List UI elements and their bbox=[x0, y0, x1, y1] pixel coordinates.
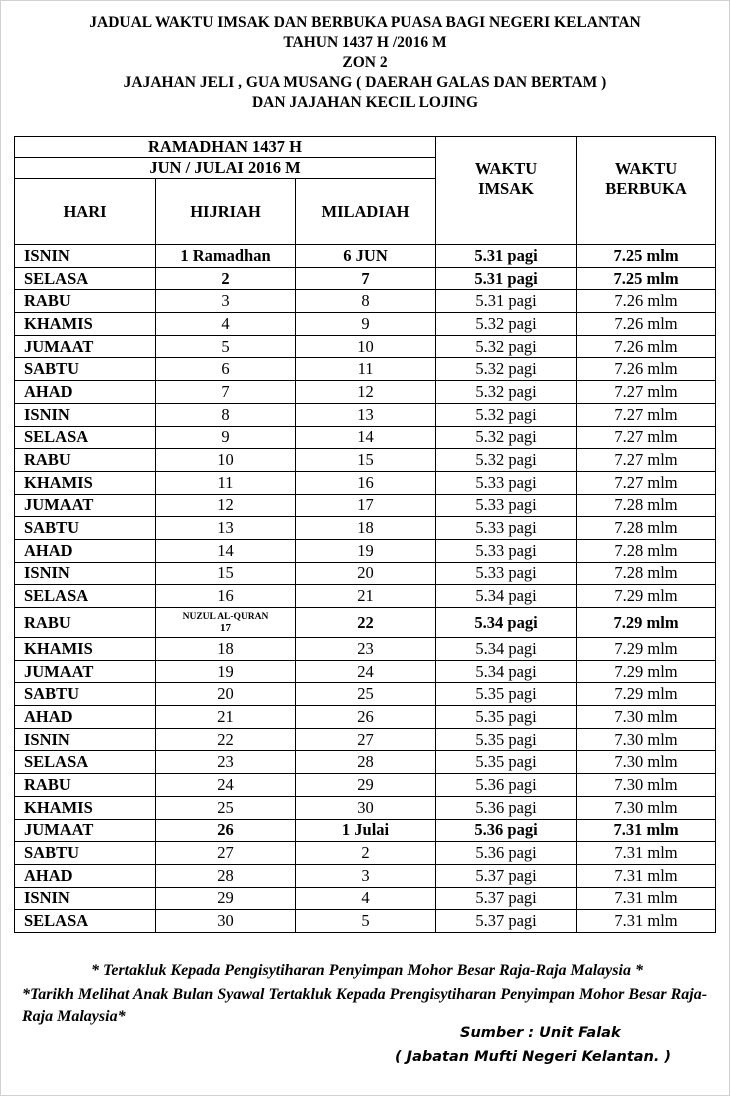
hari-cell: SELASA bbox=[15, 426, 156, 449]
imsak-header-text: WAKTU IMSAK bbox=[474, 159, 538, 198]
imsak-cell: 5.35 pagi bbox=[436, 683, 577, 706]
hari-cell: JUMAAT bbox=[15, 335, 156, 358]
table-row bbox=[15, 539, 716, 562]
miladiah-cell: 1 Julai bbox=[296, 819, 436, 842]
hari-cell: ISNIN bbox=[15, 403, 156, 426]
nuzul-label: NUZUL AL-QURAN bbox=[182, 611, 269, 622]
hijriah-cell: 16 bbox=[156, 585, 296, 608]
imsak-cell: 5.33 pagi bbox=[436, 562, 577, 585]
hari-cell: AHAD bbox=[15, 864, 156, 887]
hijriah-cell: 22 bbox=[156, 728, 296, 751]
miladiah-cell: 5 bbox=[296, 910, 436, 933]
hijriah-cell: 27 bbox=[156, 842, 296, 865]
miladiah-cell: 27 bbox=[296, 728, 436, 751]
note-1: * Tertakluk Kepada Pengisytiharan Penyimpan Mohor Besar Raja-Raja Malaysia * bbox=[91, 962, 643, 979]
imsak-cell: 5.36 pagi bbox=[436, 842, 577, 865]
imsak-cell: 5.35 pagi bbox=[436, 706, 577, 729]
berbuka-cell: 7.26 mlm bbox=[577, 313, 716, 336]
hari-cell: RABU bbox=[15, 608, 156, 638]
imsak-cell: 5.32 pagi bbox=[436, 381, 577, 404]
table-row bbox=[15, 819, 716, 842]
hari-cell: JUMAAT bbox=[15, 660, 156, 683]
imsak-cell: 5.36 pagi bbox=[436, 774, 577, 797]
imsak-cell: 5.33 pagi bbox=[436, 471, 577, 494]
imsak-cell: 5.36 pagi bbox=[436, 796, 577, 819]
hijriah-cell: 9 bbox=[156, 426, 296, 449]
berbuka-cell: 7.29 mlm bbox=[577, 660, 716, 683]
imsak-cell: 5.32 pagi bbox=[436, 313, 577, 336]
table-row bbox=[15, 267, 716, 290]
hari-cell: ISNIN bbox=[15, 562, 156, 585]
berbuka-column-header bbox=[577, 137, 716, 245]
miladiah-cell: 14 bbox=[296, 426, 436, 449]
hari-cell: SELASA bbox=[15, 267, 156, 290]
berbuka-cell: 7.30 mlm bbox=[577, 774, 716, 797]
hijriah-cell: 23 bbox=[156, 751, 296, 774]
hijriah-cell: 30 bbox=[156, 910, 296, 933]
table-row bbox=[15, 290, 716, 313]
hari-cell: AHAD bbox=[15, 706, 156, 729]
hari-cell: KHAMIS bbox=[15, 796, 156, 819]
hijriah-cell: 3 bbox=[156, 290, 296, 313]
source-label: Sumber : Unit Falak bbox=[460, 1025, 621, 1041]
imsak-cell: 5.33 pagi bbox=[436, 517, 577, 540]
imsak-cell: 5.34 pagi bbox=[436, 608, 577, 638]
hijriah-cell: 21 bbox=[156, 706, 296, 729]
table-row bbox=[15, 706, 716, 729]
document-header bbox=[0, 12, 730, 112]
berbuka-cell: 7.29 mlm bbox=[577, 608, 716, 638]
miladiah-cell: 17 bbox=[296, 494, 436, 517]
berbuka-cell: 7.28 mlm bbox=[577, 562, 716, 585]
month-gregorian-header: JUN / JULAI 2016 M bbox=[15, 158, 436, 179]
hijriah-cell: 1 Ramadhan bbox=[156, 245, 296, 268]
hari-cell: SABTU bbox=[15, 842, 156, 865]
table-row bbox=[15, 517, 716, 540]
hijriah-cell: 6 bbox=[156, 358, 296, 381]
imsak-cell: 5.32 pagi bbox=[436, 403, 577, 426]
miladiah-cell: 3 bbox=[296, 864, 436, 887]
miladiah-cell: 13 bbox=[296, 403, 436, 426]
table-row bbox=[15, 562, 716, 585]
hijriah-cell: 18 bbox=[156, 638, 296, 661]
berbuka-cell: 7.26 mlm bbox=[577, 358, 716, 381]
imsak-cell: 5.34 pagi bbox=[436, 585, 577, 608]
imsak-cell: 5.37 pagi bbox=[436, 864, 577, 887]
table-row bbox=[15, 403, 716, 426]
berbuka-cell: 7.27 mlm bbox=[577, 471, 716, 494]
hijriah-value: 17 bbox=[220, 621, 231, 634]
table-row bbox=[15, 335, 716, 358]
berbuka-cell: 7.28 mlm bbox=[577, 539, 716, 562]
table-row bbox=[15, 910, 716, 933]
hari-cell: SELASA bbox=[15, 910, 156, 933]
miladiah-cell: 7 bbox=[296, 267, 436, 290]
miladiah-cell: 10 bbox=[296, 335, 436, 358]
hari-cell: SABTU bbox=[15, 358, 156, 381]
hari-cell: SELASA bbox=[15, 751, 156, 774]
note-2: *Tarikh Melihat Anak Bulan Syawal Tertakluk Kepada Prengisytiharan Penyimpan Mohor Besar Raja-Raja Malaysia* bbox=[22, 986, 708, 1025]
hari-cell: RABU bbox=[15, 449, 156, 472]
header-line-4: JAJAHAN JELI , GUA MUSANG ( DAERAH GALAS DAN BERTAM ) bbox=[123, 74, 607, 91]
hari-cell: AHAD bbox=[15, 539, 156, 562]
notes bbox=[22, 960, 712, 1028]
table-row bbox=[15, 660, 716, 683]
berbuka-cell: 7.27 mlm bbox=[577, 403, 716, 426]
table-row bbox=[15, 245, 716, 268]
table-row bbox=[15, 842, 716, 865]
imsak-cell: 5.34 pagi bbox=[436, 660, 577, 683]
berbuka-cell: 7.27 mlm bbox=[577, 449, 716, 472]
berbuka-cell: 7.29 mlm bbox=[577, 585, 716, 608]
hari-cell: RABU bbox=[15, 290, 156, 313]
imsak-cell: 5.34 pagi bbox=[436, 638, 577, 661]
hijriah-cell: 29 bbox=[156, 887, 296, 910]
table-row bbox=[15, 608, 716, 638]
hijriah-cell: 24 bbox=[156, 774, 296, 797]
table-row bbox=[15, 728, 716, 751]
table-row bbox=[15, 638, 716, 661]
table-row bbox=[15, 494, 716, 517]
hari-cell: KHAMIS bbox=[15, 313, 156, 336]
berbuka-cell: 7.31 mlm bbox=[577, 819, 716, 842]
imsak-cell: 5.31 pagi bbox=[436, 245, 577, 268]
hari-cell: JUMAAT bbox=[15, 494, 156, 517]
imsak-cell: 5.33 pagi bbox=[436, 539, 577, 562]
hijriah-cell: 8 bbox=[156, 403, 296, 426]
imsak-column-header bbox=[436, 137, 577, 245]
header-line-1: JADUAL WAKTU IMSAK DAN BERBUKA PUASA BAGI NEGERI KELANTAN bbox=[89, 14, 641, 31]
hijriah-cell: 11 bbox=[156, 471, 296, 494]
berbuka-cell: 7.25 mlm bbox=[577, 267, 716, 290]
imsak-cell: 5.35 pagi bbox=[436, 751, 577, 774]
source-organization: ( Jabatan Mufti Negeri Kelantan. ) bbox=[395, 1049, 672, 1065]
berbuka-cell: 7.30 mlm bbox=[577, 706, 716, 729]
hari-column-header: HARI bbox=[15, 179, 156, 245]
hari-cell: RABU bbox=[15, 774, 156, 797]
berbuka-cell: 7.31 mlm bbox=[577, 864, 716, 887]
header-line-3: ZON 2 bbox=[342, 54, 388, 71]
table-row bbox=[15, 683, 716, 706]
miladiah-cell: 24 bbox=[296, 660, 436, 683]
hari-cell: AHAD bbox=[15, 381, 156, 404]
berbuka-cell: 7.27 mlm bbox=[577, 426, 716, 449]
imsak-cell: 5.36 pagi bbox=[436, 819, 577, 842]
table-row bbox=[15, 449, 716, 472]
hijriah-cell: 28 bbox=[156, 864, 296, 887]
imsak-cell: 5.37 pagi bbox=[436, 887, 577, 910]
table-row bbox=[15, 774, 716, 797]
miladiah-cell: 4 bbox=[296, 887, 436, 910]
month-hijri-header: RAMADHAN 1437 H bbox=[15, 137, 436, 158]
hari-cell: SABTU bbox=[15, 517, 156, 540]
berbuka-cell: 7.26 mlm bbox=[577, 335, 716, 358]
miladiah-cell: 18 bbox=[296, 517, 436, 540]
miladiah-cell: 29 bbox=[296, 774, 436, 797]
hijriah-cell: 15 bbox=[156, 562, 296, 585]
berbuka-cell: 7.29 mlm bbox=[577, 683, 716, 706]
hijriah-cell: 2 bbox=[156, 267, 296, 290]
imsak-cell: 5.33 pagi bbox=[436, 494, 577, 517]
miladiah-cell: 6 JUN bbox=[296, 245, 436, 268]
berbuka-cell: 7.28 mlm bbox=[577, 517, 716, 540]
berbuka-header-text: WAKTU BERBUKA bbox=[605, 159, 687, 198]
miladiah-cell: 21 bbox=[296, 585, 436, 608]
miladiah-cell: 26 bbox=[296, 706, 436, 729]
table-row bbox=[15, 864, 716, 887]
hijriah-column-header: HIJRIAH bbox=[156, 179, 296, 245]
hijriah-cell: 13 bbox=[156, 517, 296, 540]
berbuka-cell: 7.30 mlm bbox=[577, 728, 716, 751]
hari-cell: ISNIN bbox=[15, 245, 156, 268]
table-row bbox=[15, 471, 716, 494]
header-line-5: DAN JAJAHAN KECIL LOJING bbox=[251, 94, 479, 111]
table-row bbox=[15, 426, 716, 449]
hijriah-cell: 5 bbox=[156, 335, 296, 358]
berbuka-cell: 7.29 mlm bbox=[577, 638, 716, 661]
timetable bbox=[14, 136, 716, 933]
hijriah-cell: 26 bbox=[156, 819, 296, 842]
berbuka-cell: 7.28 mlm bbox=[577, 494, 716, 517]
table-row bbox=[15, 585, 716, 608]
hijriah-cell: 4 bbox=[156, 313, 296, 336]
miladiah-cell: 22 bbox=[296, 608, 436, 638]
miladiah-cell: 19 bbox=[296, 539, 436, 562]
hari-cell: KHAMIS bbox=[15, 638, 156, 661]
miladiah-cell: 30 bbox=[296, 796, 436, 819]
imsak-cell: 5.31 pagi bbox=[436, 267, 577, 290]
imsak-cell: 5.35 pagi bbox=[436, 728, 577, 751]
hijriah-cell: 20 bbox=[156, 683, 296, 706]
miladiah-cell: 25 bbox=[296, 683, 436, 706]
hari-cell: ISNIN bbox=[15, 887, 156, 910]
berbuka-cell: 7.31 mlm bbox=[577, 910, 716, 933]
miladiah-column-header: MILADIAH bbox=[296, 179, 436, 245]
berbuka-cell: 7.30 mlm bbox=[577, 796, 716, 819]
table-row bbox=[15, 381, 716, 404]
imsak-cell: 5.32 pagi bbox=[436, 335, 577, 358]
miladiah-cell: 11 bbox=[296, 358, 436, 381]
table-row bbox=[15, 358, 716, 381]
hijriah-cell: 7 bbox=[156, 381, 296, 404]
table-row bbox=[15, 313, 716, 336]
miladiah-cell: 16 bbox=[296, 471, 436, 494]
imsak-cell: 5.32 pagi bbox=[436, 449, 577, 472]
hijriah-cell: 25 bbox=[156, 796, 296, 819]
berbuka-cell: 7.25 mlm bbox=[577, 245, 716, 268]
berbuka-cell: 7.30 mlm bbox=[577, 751, 716, 774]
table-row bbox=[15, 887, 716, 910]
miladiah-cell: 12 bbox=[296, 381, 436, 404]
hari-cell: SABTU bbox=[15, 683, 156, 706]
hijriah-cell: 19 bbox=[156, 660, 296, 683]
miladiah-cell: 9 bbox=[296, 313, 436, 336]
berbuka-cell: 7.31 mlm bbox=[577, 842, 716, 865]
hari-cell: ISNIN bbox=[15, 728, 156, 751]
header-line-2: TAHUN 1437 H /2016 M bbox=[283, 34, 447, 51]
miladiah-cell: 2 bbox=[296, 842, 436, 865]
miladiah-cell: 8 bbox=[296, 290, 436, 313]
hijriah-cell: 12 bbox=[156, 494, 296, 517]
hijriah-cell bbox=[156, 608, 296, 638]
miladiah-cell: 20 bbox=[296, 562, 436, 585]
hari-cell: SELASA bbox=[15, 585, 156, 608]
imsak-cell: 5.37 pagi bbox=[436, 910, 577, 933]
berbuka-cell: 7.31 mlm bbox=[577, 887, 716, 910]
miladiah-cell: 23 bbox=[296, 638, 436, 661]
miladiah-cell: 28 bbox=[296, 751, 436, 774]
hari-cell: JUMAAT bbox=[15, 819, 156, 842]
miladiah-cell: 15 bbox=[296, 449, 436, 472]
imsak-cell: 5.31 pagi bbox=[436, 290, 577, 313]
berbuka-cell: 7.26 mlm bbox=[577, 290, 716, 313]
hijriah-cell: 10 bbox=[156, 449, 296, 472]
table-row bbox=[15, 796, 716, 819]
hari-cell: KHAMIS bbox=[15, 471, 156, 494]
imsak-cell: 5.32 pagi bbox=[436, 358, 577, 381]
berbuka-cell: 7.27 mlm bbox=[577, 381, 716, 404]
table-row bbox=[15, 751, 716, 774]
hijriah-cell: 14 bbox=[156, 539, 296, 562]
imsak-cell: 5.32 pagi bbox=[436, 426, 577, 449]
